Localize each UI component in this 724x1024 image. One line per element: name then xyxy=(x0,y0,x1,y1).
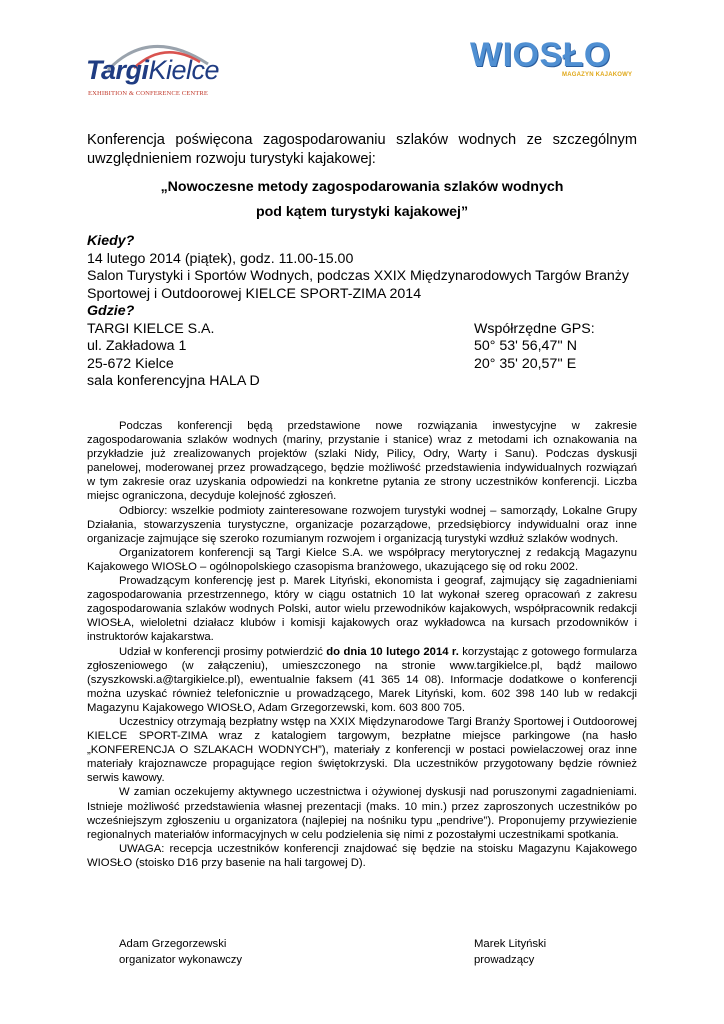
kielce-text: Kielce xyxy=(148,55,220,85)
address-line: ul. Zakładowa 1 xyxy=(87,338,187,354)
address-line: 25-672 Kielce xyxy=(87,355,174,372)
when-section xyxy=(87,233,647,303)
paragraph-text: Udział w konferencji prosimy potwierdzić xyxy=(119,645,327,658)
title-line-2: pod kątem turystyki kajakowej” xyxy=(255,204,469,220)
title-line-1: „Nowoczesne metody zagospodarowania szlaków wodnych xyxy=(160,179,564,195)
gps-line: 50° 53' 56,47'' N xyxy=(474,338,577,354)
wioslo-logo xyxy=(470,36,640,86)
paragraph: Odbiorcy: wszelkie podmioty zainteresowane rozwojem turystyki wodnej – samorządy, Lokalne Grupy Działania, stowarzyszenia turystyczne, organizacje pozarządowe, przedsiębiorcy indywidualni oraz inne organizacje zajmujące się szeroko rozumianym rozwojem i organizacją turystyki wzdłuż szlaków wodnych. xyxy=(87,504,637,545)
gps-line: Współrzędne GPS: xyxy=(474,320,595,337)
signature-name: Marek Lityński xyxy=(474,938,547,950)
address-line: sala konferencyjna HALA D xyxy=(87,373,260,389)
paragraph xyxy=(87,645,637,715)
paragraph: Podczas konferencji będą przedstawione nowe rozwiązania inwestycyjne w zakresie zagospodarowania szlaków wodnych (mariny, przystanie i stanice) wraz z metodami ich oznakowania na przykładzie już zrealizowanych projektów (szlaki Nidy, Pilicy, Odry, Warty i Sanu). Podczas dyskusji panelowej, moderowanej przez prowadzącego, będzie możliwość przedstawienia indywidualnych rozwiązań w tym zakresie oraz uzyskania odpowiedzi na konkretne pytania ze strony uczestników konferencji. Liczba miejsc ograniczona, decyduje kolejność zgłoszeń. xyxy=(87,420,637,503)
when-venue: Salon Turystyki i Sportów Wodnych, podczas XXIX Międzynarodowych Targów Branży Sportowej i Outdoorowej KIELCE SPORT-ZIMA 2014 xyxy=(87,268,629,302)
paragraph: W zamian oczekujemy aktywnego uczestnictwa i ożywionej dyskusji nad poruszonymi zagadnieniami. Istnieje możliwość przedstawienia własnej prezentacji (maks. 10 min.) przez zaproszonych uczestników po wcześniejszym zgłoszeniu u organizatora (najlepiej na nośniku typu „pendrive”). Proponujemy przywiezienie regionalnych materiałów informacyjnych w celu podzielenia się nimi z pozostałymi uczestnikami spotkania. xyxy=(87,786,637,841)
paragraph-text: korzystając z gotowego formularza zgłoszeniowego (w załączeniu), umieszczonego na stronie www.targikielce.pl, bądź mailowo (szyszkowski.a@targikielce.pl), ewentualnie faksem (41 365 14 08). Informacje dodatkowe o konferencji można uzyskać również telefonicznie u prowadzącego, Marek Lityński, kom. 602 398 140 lub w redakcji Magazynu Kajakowego WIOSŁO, Adam Grzegorzewski, kom. 603 800 705. xyxy=(87,645,637,714)
wioslo-subtitle: MAGAZYN KAJAKOWY xyxy=(562,72,633,78)
body-text xyxy=(87,419,637,870)
when-label: Kiedy? xyxy=(87,233,135,249)
conference-title xyxy=(87,175,637,225)
targi-kielce-subtitle: EXHIBITION & CONFERENCE CENTRE xyxy=(88,90,209,97)
address-block xyxy=(87,321,467,391)
where-section xyxy=(87,303,647,389)
targi-kielce-logo xyxy=(82,34,242,106)
paragraph: Prowadzącym konferencję jest p. Marek Lityński, ekonomista i geograf, zajmujący się zagadnieniami zagospodarowania przestrzennego, który w ciągu ostatnich 10 lat wykonał szereg opracowań z zakresu zagospodarowania szlaków wodnych Polski, autor wielu przewodników kajakowych, współpracownik redakcji WIOSŁA, wieloletni działacz klubów i komisji kajakowych oraz wykładowca na kursach przodowników i instruktorów kajakarstwa. xyxy=(87,575,637,644)
when-date: 14 lutego 2014 (piątek), godz. 11.00-15.00 xyxy=(87,250,354,267)
wioslo-wordmark: WIOSŁO xyxy=(470,36,611,74)
paragraph: Organizatorem konferencji są Targi Kielce S.A. we współpracy merytorycznej z redakcją Magazynu Kajakowego WIOSŁO – ogólnopolskiego czasopisma branżowego, ukazującego się od roku 2002. xyxy=(87,546,637,573)
paragraph: UWAGA: recepcja uczestników konferencji znajdować się będzie na stoisku Magazynu Kajakowego WIOSŁO (stoisko D16 przy basenie na hali targowej D). xyxy=(87,842,637,869)
signature-host xyxy=(474,937,634,968)
signature-name: Adam Grzegorzewski xyxy=(119,938,227,950)
targi-text: Targi xyxy=(86,55,149,85)
signature-role: prowadzący xyxy=(474,953,535,966)
signature-organizer xyxy=(119,937,369,968)
deadline-text: do dnia 10 lutego 2014 r. xyxy=(326,645,459,658)
address-line: TARGI KIELCE S.A. xyxy=(87,320,215,337)
gps-line: 20° 35' 20,57'' E xyxy=(474,355,577,372)
signature-role: organizator wykonawczy xyxy=(119,953,243,966)
where-label: Gdzie? xyxy=(87,303,135,319)
gps-block xyxy=(474,321,644,374)
targi-kielce-wordmark xyxy=(86,54,219,86)
intro-text: Konferencja poświęcona zagospodarowaniu szlaków wodnych ze szczególnym uwzględnieniem rozwoju turystyki kajakowej: xyxy=(87,132,637,167)
paragraph: Uczestnicy otrzymają bezpłatny wstęp na XXIX Międzynarodowe Targi Branży Sportowej i Outdoorowej KIELCE SPORT-ZIMA wraz z katalogiem targowym, bezpłatne miejsce parkingowe (na hasło „KONFERENCJA O SZLAKACH WODNYCH”), materiały z konferencji w postaci powielaczowej oraz inne materiały krajoznawcze propagujące region świętokrzyski. Dla uczestników przygotowany będzie również serwis kawowy. xyxy=(87,715,637,785)
